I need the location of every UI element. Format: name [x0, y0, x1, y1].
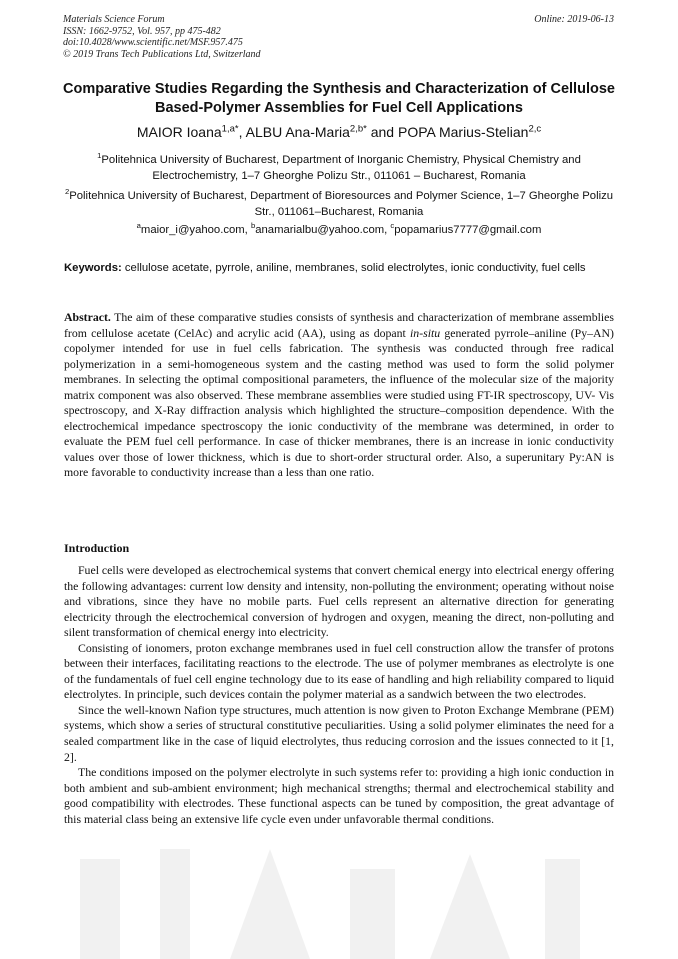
author-separator: ,: [238, 124, 246, 140]
affiliation-superscript: 2: [64, 187, 70, 197]
email-superscript: b: [250, 221, 256, 231]
email-superscript: a: [136, 221, 141, 231]
email-address: maior_i@yahoo.com,: [140, 224, 251, 236]
online-date: Online: 2019-06-13: [534, 14, 614, 25]
watermark-pattern-icon: [0, 839, 678, 959]
introduction-heading: Introduction: [64, 541, 130, 555]
author-superscript: 1,a*: [221, 123, 239, 135]
affiliation-text: Politehnica University of Bucharest, Department of Inorganic Chemistry, Physical Chemistry and Electrochemistry, 1–7 Gheorghe Polizu Str., 011061 – Bucharest, Romania: [101, 154, 581, 182]
author-name: MAIOR Ioana: [136, 124, 222, 140]
keywords-text: cellulose acetate, pyrrole, aniline, membranes, solid electrolytes, ionic conductivity, fuel cells: [121, 262, 586, 274]
background-watermark: [0, 839, 678, 959]
journal-name: Materials Science Forum: [63, 14, 165, 25]
author-superscript: 2,c: [528, 123, 542, 135]
paragraph: The conditions imposed on the polymer electrolyte in such systems refer to: providing a high ionic conduction in both ambient and sub-ambient environment; high mechanical strengths; thermal and electrochemical stability and good compatibility with electrodes. These functional aspects can be tuned by composition, the great advantage of this material class being an extensive life cycle even under unfavorable thermal conditions.: [64, 765, 614, 826]
keywords-section: [64, 261, 614, 276]
paper-title: Comparative Studies Regarding the Synthesis and Characterization of Cellulose Based-Polymer Assemblies for Fuel Cell Applications: [63, 81, 615, 116]
paragraph: Since the well-known Nafion type structures, much attention is now given to Proton Exchange Membrane (PEM) systems, which show a series of structural constitutive peculiarities. Using a solid polymer eliminates the need for a sealed compartment like in the case of liquid electrolytes, thus reducing corrosion and the issues connected to it [1, 2].: [64, 702, 614, 764]
affiliation-superscript: 1: [97, 151, 102, 161]
affiliation-2: [55, 188, 623, 220]
abstract-text: generated pyrrole–aniline (Py–AN) copolymer intended for use in fuel cells fabrication. The synthesis was conducted through free radical polymerization in a semi-homogeneous system and the casting method was used to form the solid polymer membranes. In selecting the optimal compositional parameters, the influence of the molecular size of the majority matrix component was also observed. These membrane assemblies were studied using FT-IR spectroscopy, UV- Vis spectroscopy, and X-Ray diffraction analysis which highlighted the structure–composition dependence. With the electrochemical impedance spectroscopy the ionic conductivity of the membrane was determined, in order to evaluate the PEM fuel cell performance. In case of thicker membranes, there is an increase in ionic conductivity values over those of lower thickness, which is due to short-order structural order. Also, a superunitary Py:AN is more favorable to conductivity increase than a less than one ratio.: [64, 325, 614, 480]
abstract-section: [64, 310, 614, 481]
introduction-body: [64, 563, 614, 827]
author-list: [40, 124, 638, 140]
affiliation-1: [55, 152, 623, 184]
author-name: POPA Marius-Stelian: [397, 124, 529, 140]
abstract-label: Abstract.: [64, 310, 111, 324]
journal-header: [63, 14, 614, 60]
email-address: anamarialbu@yahoo.com,: [255, 224, 391, 236]
email-address: popamarius7777@gmail.com: [394, 224, 542, 236]
abstract-italic-term: in-situ: [410, 325, 441, 340]
email-line: [40, 221, 638, 236]
paragraph: Consisting of ionomers, proton exchange membranes used in fuel cell construction allow the transfer of protons between their interfaces, facilitating reactions to the electrode. The use of polymer membranes as electrolyte is one of the fundamentals of fuel cell engine technology due to its ease of handling and high reliability compared to liquid electrolytes. In principle, such devices contain the polymer material as a sandwich between the two electrodes.: [64, 640, 614, 702]
affiliation-text: Politehnica University of Bucharest, Department of Bioresources and Polymer Science, 1–7 Gheorghe Polizu Str., 011061–Bucharest, Romania: [69, 190, 614, 218]
keywords-label: Keywords:: [64, 262, 122, 274]
doi-line: doi:10.4028/www.scientific.net/MSF.957.475: [63, 37, 243, 48]
paragraph: Fuel cells were developed as electrochemical systems that convert chemical energy into electrical energy offering the following advantages: current low density and intensity, non-polluting the environment; operating without noise and vibrations, since they have no mobile parts. Fuel cells represent an alternative direction for generating electricity through the electrochemical conversion of hydrogen and oxygen, meaning the direct, non-polluting and silent transformation of chemical energy into electricity.: [64, 563, 614, 640]
abstract-text: The aim of these comparative studies consists of synthesis and characterization of membrane assemblies from cellulose acetate (CelAc) and acrylic acid (AA), using as dopant: [64, 310, 614, 340]
author-name: ALBU Ana-Maria: [245, 124, 350, 140]
issn-line: ISSN: 1662-9752, Vol. 957, pp 475-482: [63, 25, 221, 37]
copyright-line: © 2019 Trans Tech Publications Ltd, Switzerland: [63, 48, 261, 60]
author-separator: and: [366, 124, 398, 140]
email-superscript: c: [390, 221, 395, 231]
author-superscript: 2,b*: [349, 123, 367, 135]
